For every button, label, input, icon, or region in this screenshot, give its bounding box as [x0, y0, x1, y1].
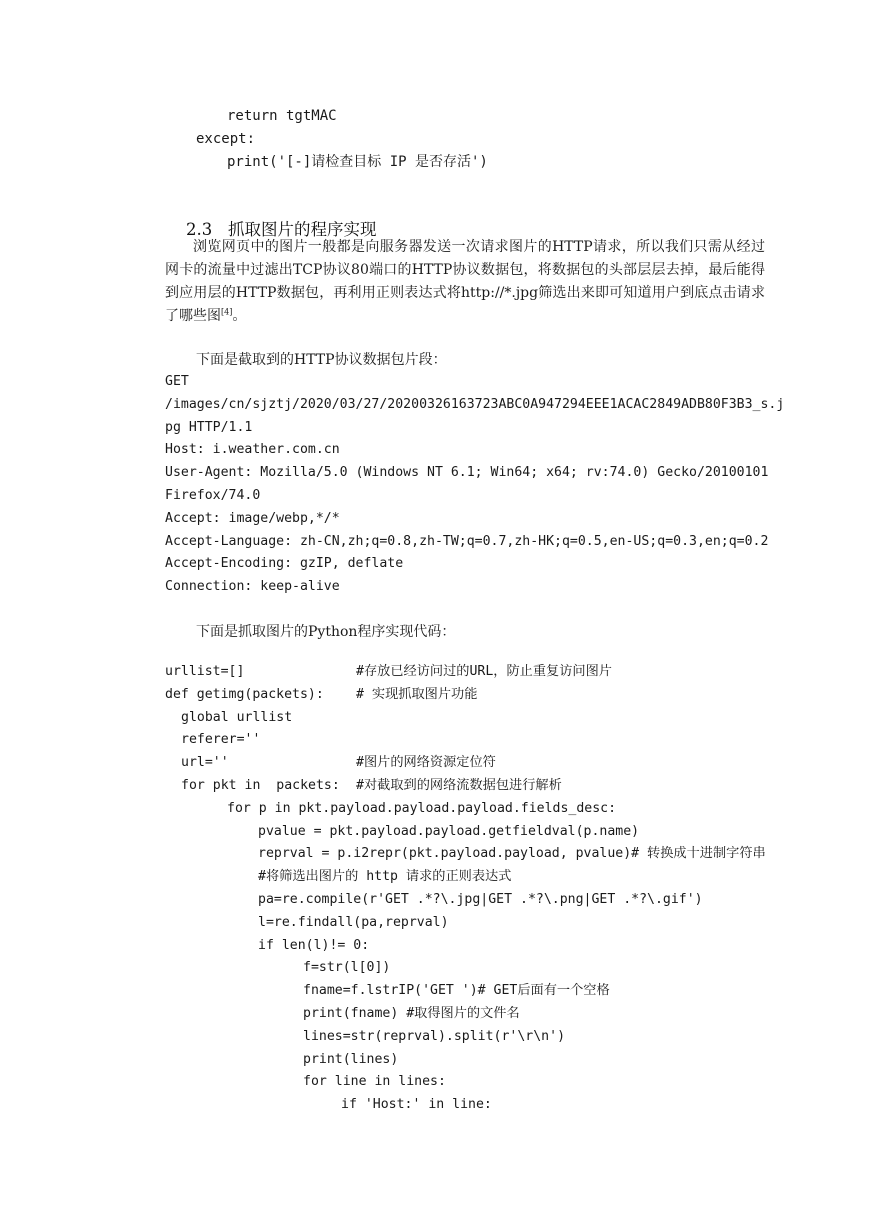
intro-tail: 。 [232, 308, 247, 324]
code-line: if len(l)!= 0: [258, 937, 370, 953]
packet-line: Host: i.weather.com.cn [165, 442, 340, 458]
code-line: global urllist [181, 709, 293, 725]
code-line: #将筛选出图片的 http 请求的正则表达式 [258, 869, 512, 885]
code-line: for p in pkt.payload.payload.payload.fields_desc: [227, 800, 617, 816]
intro-text: 浏览网页中的图片一般都是向服务器发送一次请求图片的HTTP请求，所以我们只需从经过网卡的流量中过滤出TCP协议80端口的HTTP协议数据包，将数据包的头部层层去掉，最后能得到应用层的HTTP数据包，再利用正则表达式将http://*.jpg筛选出来即可知道用户到底点击请求了哪些图 [165, 239, 765, 324]
code-line: url='' [181, 755, 229, 771]
packet-line: /images/cn/sjztj/2020/03/27/20200326163723ABC0A947294EEE1ACAC2849ADB80F3B3_s.j [165, 396, 785, 412]
code-line: pa=re.compile(r'GET .*?\.jpg|GET .*?\.png|GET .*?\.gif') [258, 892, 703, 907]
code-line: pvalue = pkt.payload.payload.getfieldval(p.name) [258, 823, 640, 839]
packet-line: pg HTTP/1.1 [165, 419, 253, 435]
code-comment: #存放已经访问过的URL，防止重复访问图片 [356, 664, 612, 679]
section-number: 2.3 [185, 220, 213, 239]
citation-marker: [4] [221, 307, 233, 317]
code-line: if 'Host:' in line: [341, 1097, 492, 1113]
code-line: lines=str(reprval).split(r'\r\n') [303, 1028, 566, 1044]
code-line: l=re.findall(pa,reprval) [258, 914, 449, 930]
code-line: def getimg(packets): [165, 686, 324, 702]
packet-line: GET [165, 374, 189, 389]
code-line: reprval = p.i2repr(pkt.payload.payload, pvalue)# 转换成十进制字符串 [258, 846, 766, 862]
code-line: f=str(l[0]) [303, 960, 391, 976]
code-line: for line in lines: [303, 1074, 446, 1090]
code-line: for pkt in packets: [181, 778, 340, 793]
code-line: print('[-]请检查目标 IP 是否存活') [227, 154, 488, 170]
packet-line: Connection: keep-alive [165, 579, 340, 595]
packet-line: User-Agent: Mozilla/5.0 (Windows NT 6.1; Win64; x64; rv:74.0) Gecko/20100101 [165, 465, 769, 481]
code-line: print(fname) #取得图片的文件名 [303, 1006, 520, 1021]
code-line: except: [196, 131, 256, 147]
packet-line: Accept-Language: zh-CN,zh;q=0.8,zh-TW;q=0.7,zh-HK;q=0.5,en-US;q=0.3,en;q=0.2 [165, 533, 769, 549]
code-line: fname=f.lstrIP('GET ')# GET后面有一个空格 [303, 983, 610, 999]
code-comment: #图片的网络资源定位符 [356, 755, 496, 771]
code-line: print(lines) [303, 1051, 399, 1067]
code-comment: # 实现抓取图片功能 [356, 686, 478, 702]
intro-paragraph [165, 236, 765, 328]
packet-line: Accept: image/webp,*/* [165, 510, 340, 526]
code-line: urllist=[] [165, 664, 245, 679]
code-line: return tgtMAC [227, 108, 337, 124]
code-intro: 下面是抓取图片的Python程序实现代码： [196, 624, 456, 640]
packet-line: Firefox/74.0 [165, 488, 261, 503]
packet-line: Accept-Encoding: gzIP, deflate [165, 556, 404, 572]
packet-intro: 下面是截取到的HTTP协议数据包片段： [196, 352, 447, 368]
code-comment: #对截取到的网络流数据包进行解析 [356, 778, 562, 793]
section-title: 抓取图片的程序实现 [227, 220, 377, 239]
code-line: referer='' [181, 732, 261, 748]
